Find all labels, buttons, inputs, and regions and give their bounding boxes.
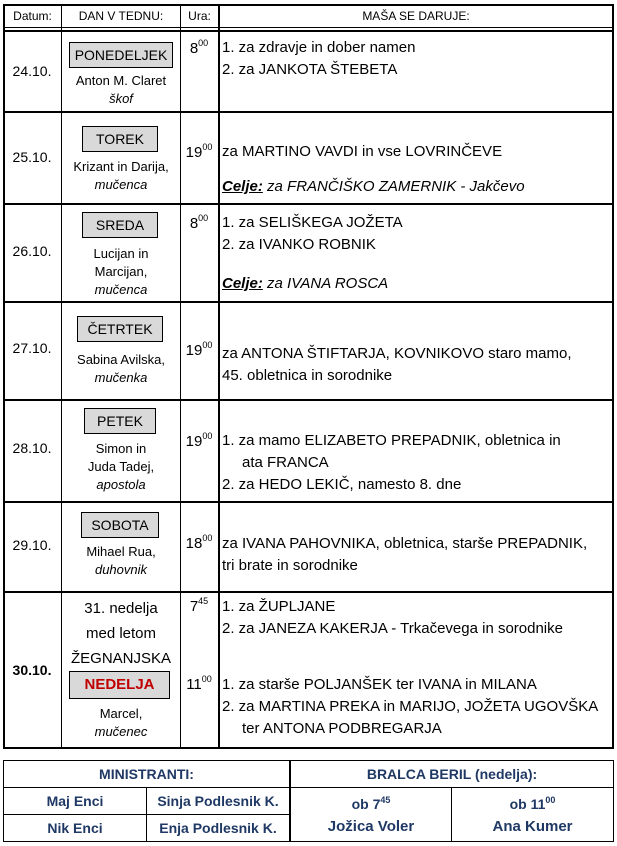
header-time: Ura: <box>188 9 211 23</box>
mass-intentions <box>222 430 612 496</box>
row-date: 26.10. <box>12 243 52 259</box>
mass-time-2: $11^{00}$ <box>186 674 212 693</box>
day-name-box: TOREK <box>82 126 158 152</box>
intention: 1. za zdravje in dober namen <box>222 39 416 56</box>
intention: 1. za SELIŠKEGA JOŽETA <box>222 214 403 231</box>
intention: ata FRANCA <box>242 454 329 471</box>
saint-name: Krizant in Darija, <box>73 159 169 174</box>
saint-title: mučenca <box>94 282 148 297</box>
mass-time: $19^{00}$ <box>185 431 213 450</box>
intention: 1. za starše POLJANŠEK ter IVANA in MILANA <box>222 676 537 693</box>
saint <box>64 245 178 299</box>
row-divider <box>3 591 614 593</box>
intention: 1. za ŽUPLJANE <box>222 598 336 615</box>
row-date: 27.10. <box>12 340 52 356</box>
sunday-line: ŽEGNANJSKA <box>70 650 172 667</box>
row-divider <box>3 111 614 113</box>
mass-time: $18^{00}$ <box>185 533 213 552</box>
saint-title: mučenka <box>94 370 148 385</box>
saint-name: Sabina Avilska, <box>77 352 165 367</box>
altar-server: Maj Enci <box>46 793 104 809</box>
saint-name: Lucijan in <box>93 246 149 261</box>
altar-server: Sinja Podlesnik K. <box>157 793 279 809</box>
header-divider-2 <box>3 30 614 32</box>
celje-label: Celje: <box>222 275 263 292</box>
intention: 2. za HEDO LEKIČ, namesto 8. dne <box>222 476 462 493</box>
saint-title: škof <box>109 91 133 106</box>
mass-intentions <box>222 343 612 387</box>
mass-intentions-2 <box>222 674 612 740</box>
saint <box>64 158 178 194</box>
saint <box>64 440 178 494</box>
mass-intentions <box>222 212 612 256</box>
header-date: Datum: <box>13 9 52 23</box>
col-divider-1 <box>61 4 62 749</box>
intention: 45. obletnica in sorodnike <box>222 367 393 384</box>
intention: 1. za mamo ELIZABETO PREPADNIK, obletnica in <box>222 432 561 449</box>
row-date: 25.10. <box>12 149 52 165</box>
celje-intention: Celje: za IVANA ROSCA <box>222 275 389 292</box>
saint <box>64 705 178 741</box>
saint-name: Simon in <box>95 441 147 456</box>
celje-intention: Celje: za FRANČIŠKO ZAMERNIK - Jakčevo <box>222 178 525 195</box>
mass-time: $19^{00}$ <box>185 340 213 359</box>
ministranti-title: MINISTRANTI: <box>99 766 194 782</box>
row-date: 24.10. <box>12 63 52 79</box>
row-divider <box>3 301 614 303</box>
mass-time: $7^{45}$ <box>189 596 209 615</box>
mass-time: $8^{00}$ <box>189 213 209 232</box>
footer-divider <box>3 787 614 788</box>
mass-intentions <box>222 533 612 577</box>
readers-title: BRALCA BERIL (nedelja): <box>366 766 538 782</box>
header-day: DAN V TEDNU: <box>78 9 164 23</box>
reader-name: Jožica Voler <box>327 818 415 835</box>
intention: tri brate in sorodnike <box>222 557 358 574</box>
intention: ter ANTONA PODBREGARJA <box>242 720 442 737</box>
row-divider <box>3 501 614 503</box>
intention: za ANTONA ŠTIFTARJA, KOVNIKOVO staro mamo, <box>222 345 572 362</box>
saint-title: mučenec <box>94 724 148 739</box>
mass-intentions <box>222 37 612 81</box>
saint <box>64 543 178 579</box>
saint-name: Mihael Rua, <box>86 544 156 559</box>
header-divider <box>3 27 614 28</box>
altar-server: Nik Enci <box>47 820 103 836</box>
day-name-box: ČETRTEK <box>77 316 163 342</box>
header-mass: MAŠA SE DARUJE: <box>362 9 470 23</box>
day-name-box: PONEDELJEK <box>69 42 173 68</box>
col-divider-2 <box>180 4 181 749</box>
altar-server: Enja Podlesnik K. <box>159 820 277 836</box>
row-divider <box>3 203 614 205</box>
saint-name: Marcel, <box>99 706 143 721</box>
saint-title: apostola <box>96 477 146 492</box>
saint-name-2: Juda Tadej, <box>87 459 155 474</box>
saint <box>64 72 178 108</box>
mass-intentions <box>222 596 612 640</box>
saint-title: duhovnik <box>94 562 148 577</box>
reader-time: ob $11^{00}$ <box>509 795 556 812</box>
celje-label: Celje: <box>222 178 263 195</box>
col-divider-3 <box>218 4 220 749</box>
mass-time: $8^{00}$ <box>189 38 209 57</box>
intention: za MARTINO VAVDI in vse LOVRINČEVE <box>222 143 503 160</box>
sunday-line: med letom <box>85 625 157 642</box>
day-name-box: NEDELJA <box>69 671 170 699</box>
saint-title: mučenca <box>94 177 148 192</box>
saint-name: Anton M. Claret <box>75 73 167 88</box>
day-name-box: PETEK <box>84 408 156 434</box>
day-name-box: SOBOTA <box>81 512 159 538</box>
sunday-line: 31. nedelja <box>84 600 158 617</box>
row-date: 28.10. <box>12 440 52 456</box>
day-name-box: SREDA <box>82 212 158 238</box>
row-date: 30.10. <box>12 662 52 678</box>
saint <box>64 351 178 387</box>
intention: 2. za MARTINA PREKA in MARIJO, JOŽETA UGOVŠKA <box>222 698 599 715</box>
mass-time: $19^{00}$ <box>185 142 213 161</box>
row-date: 29.10. <box>12 537 52 553</box>
intention: 2. za IVANKO ROBNIK <box>222 236 376 253</box>
mass-intentions <box>222 141 612 163</box>
reader-name: Ana Kumer <box>492 818 573 835</box>
row-divider <box>3 399 614 401</box>
intention: 2. za JANKOTA ŠTEBETA <box>222 61 398 78</box>
intention: 2. za JANEZA KAKERJA - Trkačevega in sorodnike <box>222 620 563 637</box>
sunday-title <box>64 596 178 671</box>
saint-name-2: Marcijan, <box>94 264 148 279</box>
intention: za IVANA PAHOVNIKA, obletnica, starše PREPADNIK, <box>222 535 588 552</box>
reader-time: ob $7^{45}$ <box>351 795 391 812</box>
